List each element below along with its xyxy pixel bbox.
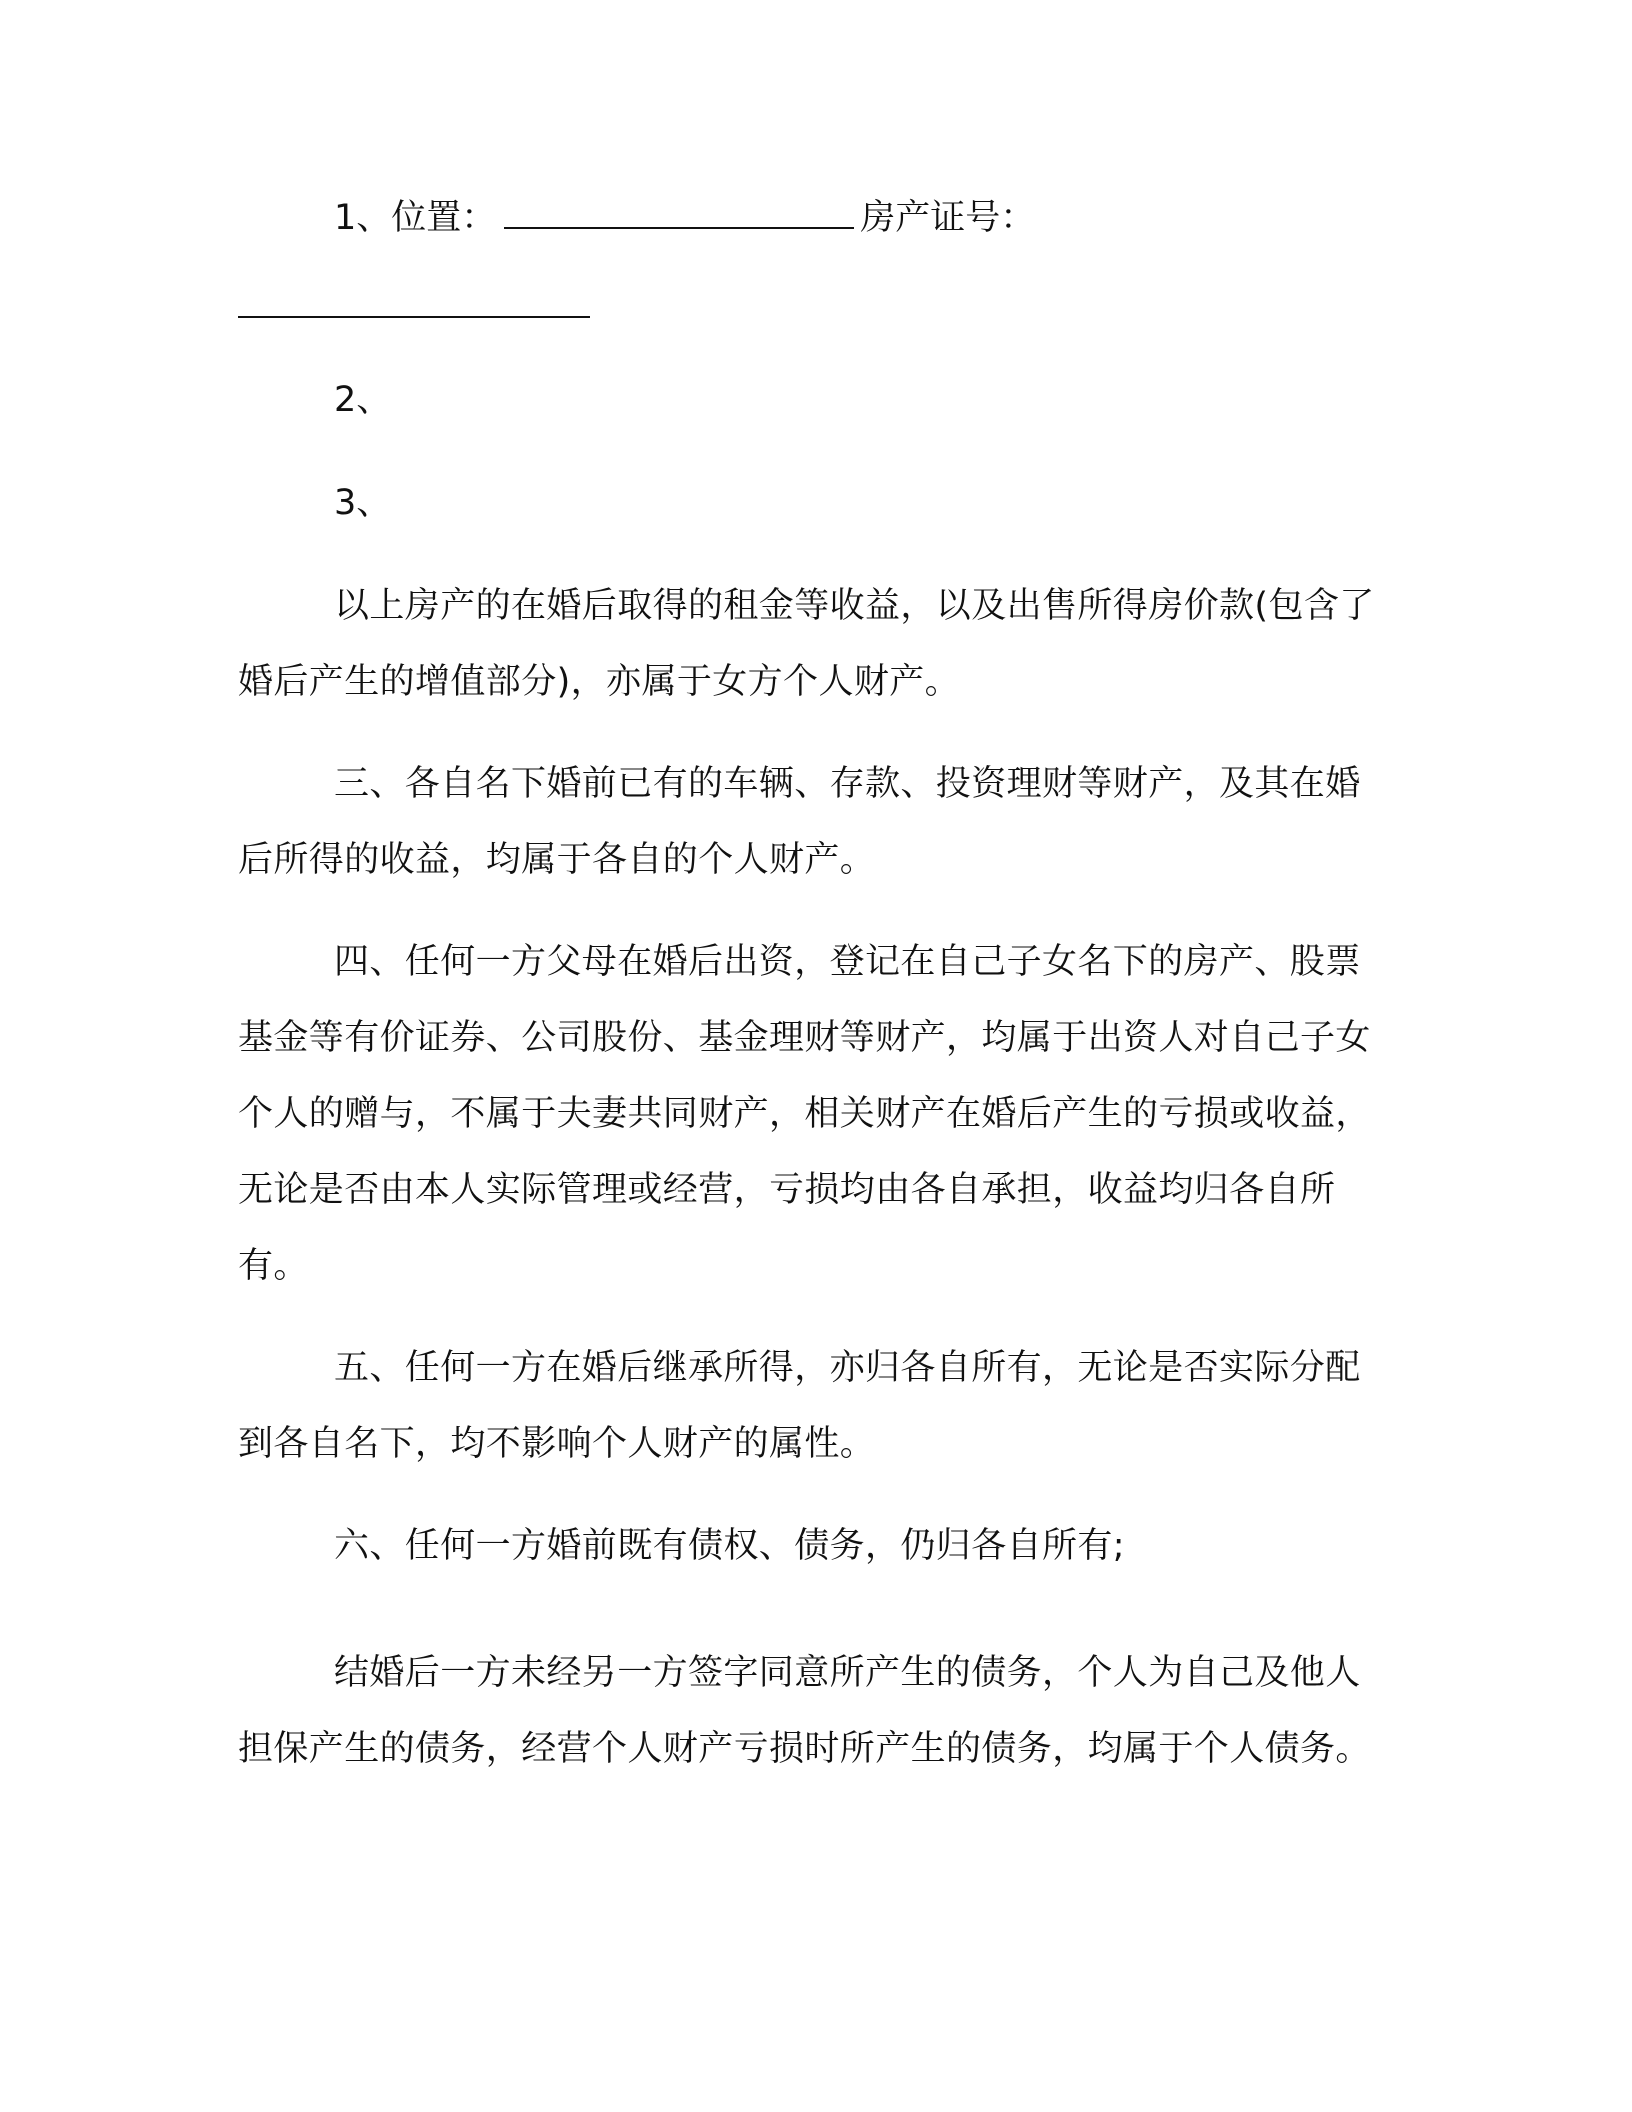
item-1-line <box>334 180 1035 256</box>
paragraph-section-4: 四、任何一方父母在婚后出资，登记在自己子女名下的房产、股票基金等有价证券、公司股份、基金理财等财产，均属于出资人对自己子女个人的赠与，不属于夫妻共同财产，相关财产在婚后产生的亏损或收益，无论是否由本人实际管理或经营，亏损均由各自承担，收益均归各自所有。 <box>238 942 1371 1286</box>
item-3-line: 3、 <box>334 483 392 523</box>
item-1-location-label: 1、位置： <box>334 198 497 238</box>
paragraph-section-3: 三、各自名下婚前已有的车辆、存款、投资理财等财产，及其在婚后所得的收益，均属于各自的个人财产。 <box>238 764 1361 880</box>
certificate-number-blank <box>238 286 590 318</box>
paragraph-section-5: 五、任何一方在婚后继承所得，亦归各自所有，无论是否实际分配到各自名下，均不影响个人财产的属性。 <box>238 1348 1361 1464</box>
location-blank <box>504 197 854 229</box>
paragraph-rental-income: 以上房产的在婚后取得的租金等收益，以及出售所得房价款(包含了婚后产生的增值部分)，亦属于女方个人财产。 <box>238 586 1375 702</box>
paragraph-section-6: 六、任何一方婚前既有债权、债务，仍归各自所有; <box>334 1526 1125 1566</box>
item-1-certificate-label: 房产证号： <box>860 198 1036 238</box>
item-2-line: 2、 <box>334 380 392 420</box>
paragraph-personal-debt: 结婚后一方未经另一方签字同意所产生的债务，个人为自己及他人担保产生的债务，经营个人财产亏损时所产生的债务，均属于个人债务。 <box>238 1653 1371 1769</box>
